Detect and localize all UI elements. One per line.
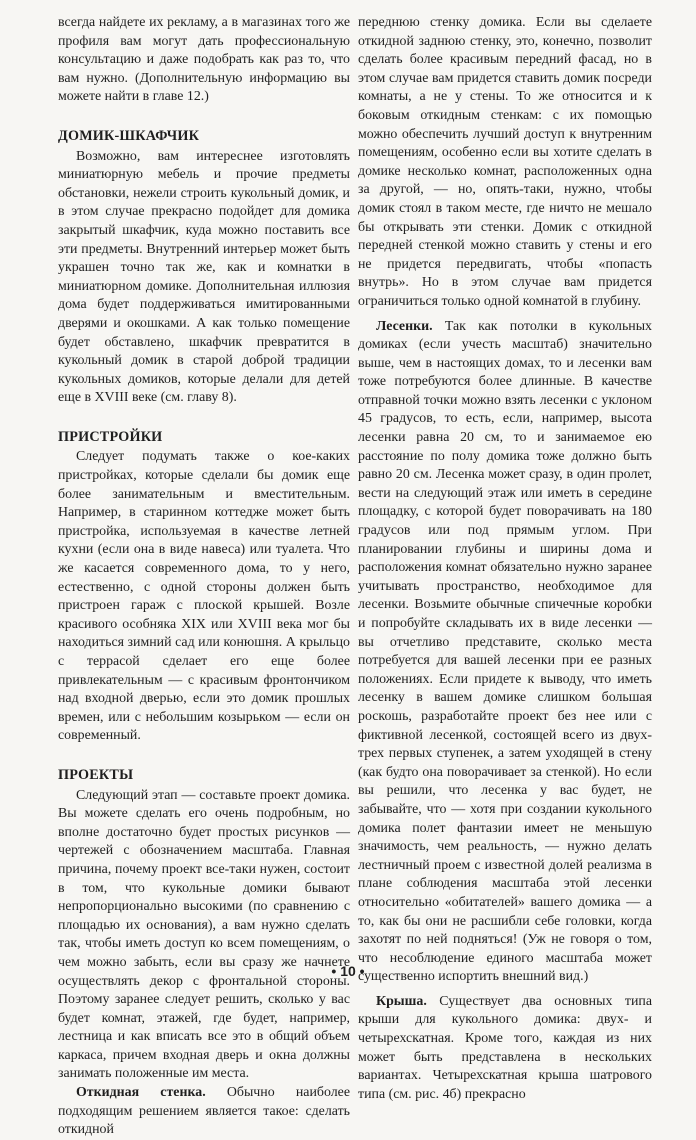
page-number: • 10 • <box>331 963 365 979</box>
stairs-runin-heading: Лесенки. <box>376 318 433 334</box>
heading-projects: ПРОЕКТЫ <box>58 766 134 783</box>
stairs-paragraph <box>358 318 652 987</box>
right-column <box>358 14 652 1104</box>
projects-paragraph: Следующий этап — составьте проект домика. Вы можете сделать его очень подробным, но вполне достаточно будет простых рисунков — чертежей с обозначением масштаба. Главная причина, почему проект все-таки нужен, состоит в том, что кукольные домики бывают непропорционально высокими (по сравнению с площадью их основания), а вам нужно сделать так, чтобы иметь доступ ко всем помещениям, о чем можно забыть, если вы сразу же начнете осуществлять декор с фронтальной стороны. Поэтому заранее следует решить, сколько у вас будет комнат, этажей, где будет, например, лестница и как вписать все это в общий объем каркаса, причем входная дверь и окна должны занимать положенные им места. <box>58 787 350 1082</box>
heading-cabinet: ДОМИК-ШКАФЧИК <box>58 127 200 144</box>
intro-paragraph: всегда найдете их рекламу, а в магазинах того же профиля вам могут дать профессиональную консультацию и даже подобрать как раз то, что вам нужно. (Дополнительную информацию вы можете найти в главе 12.) <box>58 15 350 105</box>
wall-paragraph <box>58 1084 350 1140</box>
cabinet-paragraph: Возможно, вам интереснее изготовлять миниатюрную мебель и прочие предметы обстановки, нежели строить кукольный домик, и в этом случае прекрасно подойдет для домика закрытый шкафчик, куда можно поставить все эти предметы. Внутренний интерьер может быть украшен точно так же, как и комнатки в миниатюрном домике. Дополнительная иллюзия дома будет поддерживаться имитированными дверями и окошками. А как только помещение будет обставлено, шкафчик превратится в кукольный домик в старой доброй традиции кукольных домиков, которые делали для детей еще в XVIII веке (см. главу 8). <box>58 148 350 406</box>
wall-text: Обычно наиболее подходящим решением является такое: сделать откидной <box>58 1085 350 1138</box>
roof-runin-heading: Крыша. <box>376 993 427 1009</box>
wall-continued-paragraph: переднюю стенку домика. Если вы сделаете откидной заднюю стенку, это, конечно, позволит сделать более красивым передний фасад, но в этом случае вам придется ставить домик посреди комнаты, а не у стены. То же относится и к боковым откидным стенкам: с их помощью можно обеспечить лучший доступ к внутренним помещениям, особенно если вы хотите сделать в домике несколько комнат, расположенных одна за другой, — но, опять-таки, нужно, чтобы домик стоял в таком месте, где ничто не мешало бы открывать эти стенки. Домик с откидной передней стенкой можно ставить у стены и его не придется передвигать, чтобы «попасть внутрь». Но в этом случае вам придется ограничиться только одной комнатой в глубину. <box>358 15 652 309</box>
heading-extensions: ПРИСТРОЙКИ <box>58 428 163 445</box>
roof-text: Существует два основных типа крыши для кукольного домика: двух- и четырехскатная. Кроме того, каждая из них может быть представлена в нескольких вариантах. Четырехскатная крыша шатрового типа (см. рис. 4б) прекрасно <box>358 993 652 1102</box>
stairs-text: Так как потолки в кукольных домиках (если учесть масштаб) значительно выше, чем в настоящих домах, то и лесенки вам тоже потребуются более длинные. В качестве отправной точки можно взять лесенки с уклоном 45 градусов, то есть, если, например, высота лесенки равна 20 см, то и занимаемое ею расстояние по полу домика тоже должно быть равно 20 см. Лесенка может сразу, в один пролет, вести на следующий этаж или иметь в середине площадку, с которой будет поворачивать на 180 градусов или под прямым углом. При планировании глубины и ширины дома и расположения комнат обязательно нужно заранее учитывать пространство, необходимое для лесенки. Возьмите обычные спичечные коробки и попробуйте складывать их в виде лесенки — вы отчетливо представите, сколько места потребуется для вашей лесенки при ее разных положениях. Если придете к выводу, что иметь лесенку в вашем домике слишком большая роскошь, разработайте проект без нее или с фиктивной лесенкой, состоящей всего из двух-трех первых ступенек, а затем уходящей в стену (как будто она поворачивает за стенкой). Но если вы решили, что лесенка у вас будет, не забывайте, что — хотя при создании кукольного домика полет фантазии имеет не меньшую значимость, чем реальность, — нужно делать лестничный проем с известной долей реализма в плане соблюдения масштаба этой лесенки относительно «обитателей» вашего домика — а то, как бы они не расшибли себе головки, когда захотят по ней подняться! (Уж не говоря о том, что несоблюдение единого масштаба может существенно испортить внешний вид.) <box>358 318 652 985</box>
extensions-paragraph: Следует подумать также о кое-каких пристройках, которые сделали бы домик еще более занимательным и вместительным. Например, в старинном коттедже может быть пристройка, используемая в качестве летней кухни (если она в виде навеса) или туалета. Что же касается современного дома, то у него, естественно, с одной стороны должен быть пристроен гараж с плоской крышей. Возле красивого особняка XIX или XVIII века мог бы находиться зимний сад или конюшня. А крыльцо с террасой сделает его еще более привлекательным — с красивым фронтончиком над входной дверью, если это домик прошлых времен, или с небольшим козырьком — если он современный. <box>58 449 350 744</box>
wall-runin-heading: Откидная стенка. <box>76 1085 206 1101</box>
roof-paragraph <box>358 993 652 1105</box>
